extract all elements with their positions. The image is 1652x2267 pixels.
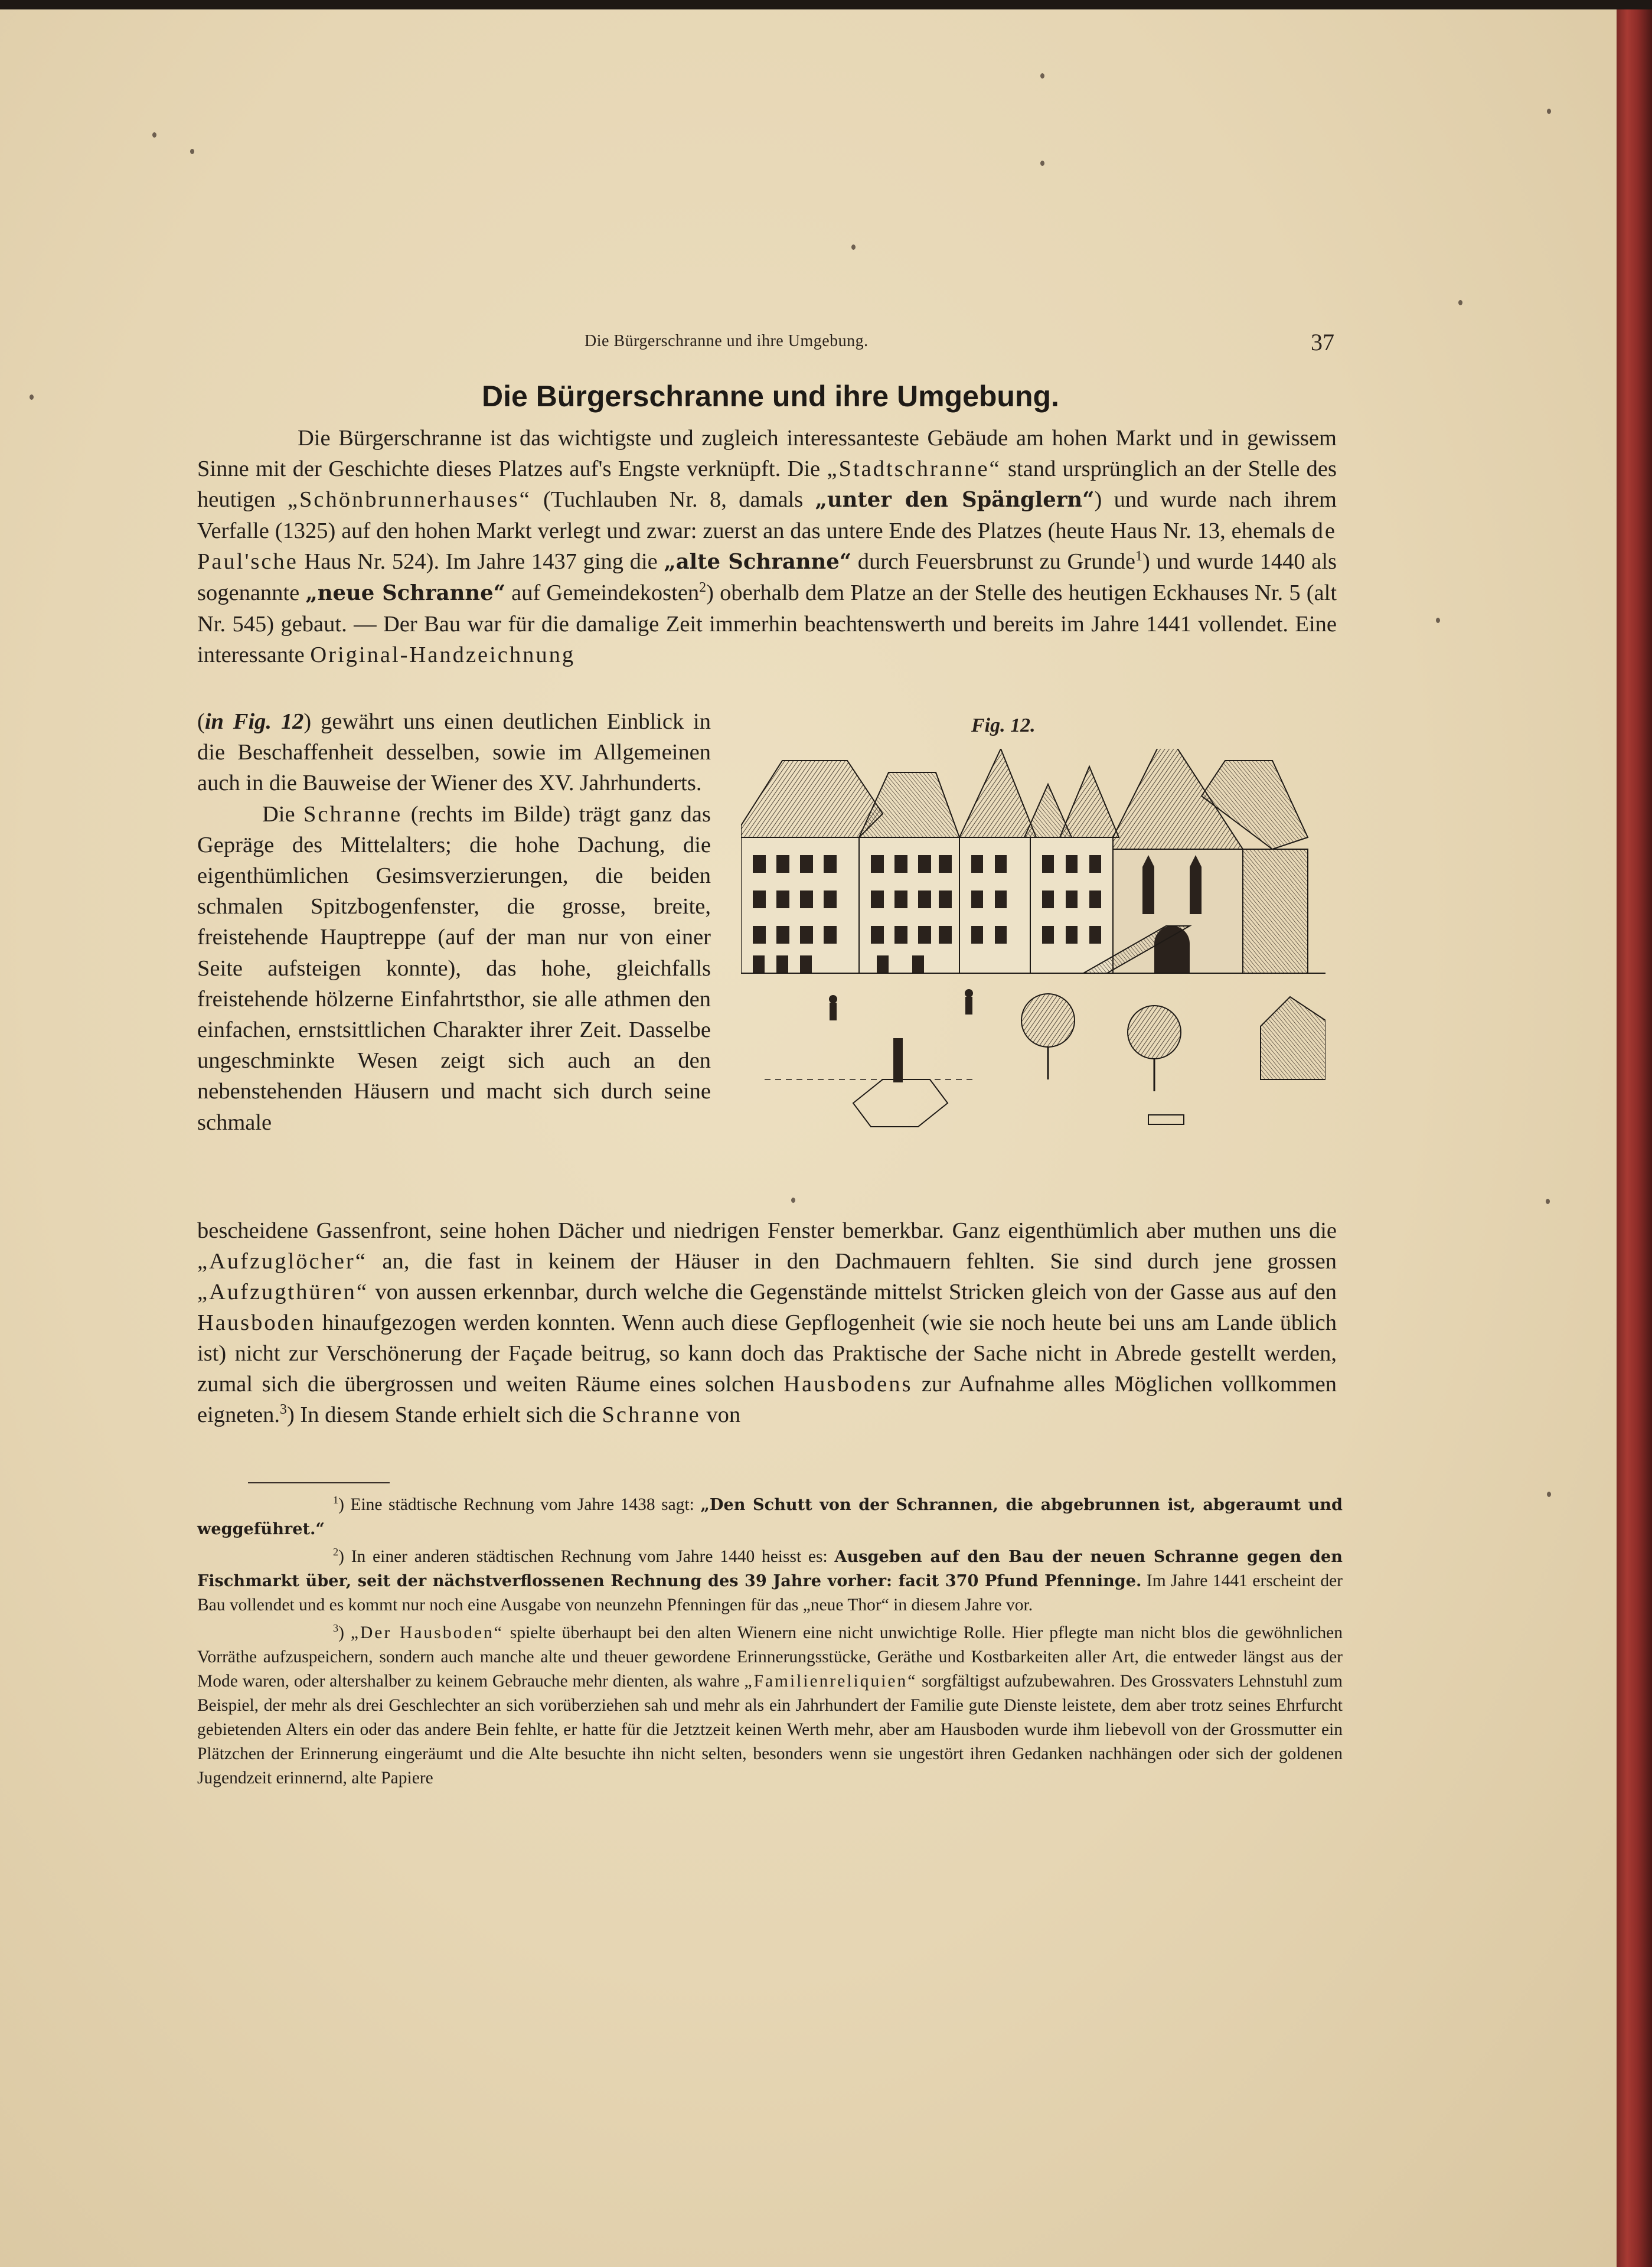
page-number: 37 — [1311, 329, 1334, 355]
paper-speck — [1547, 109, 1551, 114]
running-title: Die Bürgerschranne und ihre Umgebung. — [585, 332, 869, 350]
footnote-divider — [248, 1482, 390, 1483]
paper-speck — [30, 394, 34, 400]
paper-speck — [1546, 1199, 1550, 1204]
paper-speck — [190, 149, 194, 154]
paper-speck — [851, 244, 856, 250]
footnotes — [197, 1493, 1343, 1794]
paper-speck — [1040, 73, 1044, 79]
paper-speck — [1458, 300, 1462, 305]
paper-speck — [152, 132, 156, 138]
footnote-ref: 1 — [1135, 549, 1142, 565]
paper-speck — [1547, 1492, 1551, 1497]
paragraph-intro: Die Bürgerschranne ist das wichtigste und zugleich interessanteste Gebäude am hohen Markt und in gewissem Sinne mit der Geschichte dieses Platzes auf's Engste verknüpft. Die „Stadtschranne“ stand ursprünglich an der Stelle des heutigen „Schönbrunnerhauses“ (Tuchlauben Nr. 8, damals „unter den Spänglern“) und wurde nach ihrem Verfalle (1325) auf den hohen Markt verlegt und zwar: zuerst an das untere Ende des Platzes (heute Haus Nr. 13, ehemals de Paul'sche Haus Nr. 524). Im Jahre 1437 ging die „alte Schranne“ durch Feuersbrunst zu Grunde$^1$) und wurde 1440 als sogenannte „neue Schranne“ auf Gemeindekosten$^2$) oberhalb dem Platze an der Stelle des heutigen Eckhauses Nr. 5 (alt Nr. 545) gebaut. — Der Bau war für die damalige Zeit immerhin beachtenswerth und bereits im Jahre 1441 vollendet. Eine interessante Original-Handzeichnung — [197, 426, 1337, 667]
paper-speck — [1040, 161, 1044, 166]
footnote-3: $^3$) „Der Hausboden“ spielte überhaupt bei den alten Wienern eine nicht unwichtige Rolle. Hier pflegte man nicht blos die gewöhnlichen Vorräthe aufzuspeichern, sondern auch manche alte und theuer gewordene Erinnerungsstücke, Geräthe und Kostbarkeiten aller Art, die entweder längst aus der Mode waren, oder altershalber zu keinem Gebrauche mehr dienten, als wahre „Familienreliquien“ sorgfältigst aufzubewahren. Des Grossvaters Lehnstuhl zum Beispiel, der mehr als drei Geschlechter an sich vorüberziehen sah und mehr als ein Jahrhundert der Familie gute Dienste leistete, dem aber trotz seines Ehrfurcht gebietenden Alters ein oder das andere Bein fehlte, er hatte für die Jetztzeit keinen Werth mehr, aber am Hausboden wurde ihm liebevoll von der Grossmutter ein Plätzchen der Erinnerung eingeräumt und die Alte besuchte ihn nicht selten, besonders wenn sie ungestört ihren Gedanken nachhängen oder sich der goldenen Jugendzeit erinnernd, alte Papiere — [197, 1622, 1343, 1787]
left-column-text: (in Fig. 12) gewährt uns einen deutlichen Einblick in die Beschaffenheit desselben, sowie im Allgemeinen auch in die Bauweise der Wiener des XV. Jahrhunderts. Die Schranne (rechts im Bilde) trägt ganz das Gepräge des Mittelalters; die hohe Dachung, die eigenthümlichen Gesimsverzierungen, die beiden schmalen Spitzbogenfenster, die grosse, breite, freistehende Hauptreppe (auf der man nur von einer Seite aufsteigen konnte), das hohe, gleichfalls freistehende hölzerne Einfahrtsthor, sie alle athmen den einfachen, ernstsittlichen Charakter ihrer Zeit. Dasselbe ungeschminkte Wesen zeigt sich auch an den nebenstehenden Häusern und macht sich durch seine schmale — [197, 709, 711, 1135]
market-square-engraving — [741, 749, 1325, 1162]
figure-12 — [741, 715, 1325, 1163]
paper-speck — [1436, 618, 1440, 623]
footnote-2: $^2$) In einer anderen städtischen Rechnung vom Jahre 1440 heisst es: Ausgeben auf den Bau der neuen Schranne gegen den Fischmarkt über, seit der nächstverflossenen Rechnung des 39 Jahre vorher: facit 370 Pfund Pfenninge. Im Jahre 1441 erscheint der Bau vollendet und es kommt nur noch eine Ausgabe von neunzehn Pfenningen für das „neue Thor“ in diesem Jahre vor. — [197, 1546, 1343, 1614]
book-binding-edge — [1617, 9, 1652, 2267]
footnote-ref: 3 — [280, 1402, 287, 1418]
figure-caption: Fig. 12. — [971, 715, 1036, 736]
running-head — [207, 328, 1334, 364]
page-title: Die Bürgerschranne und ihre Umgebung. — [482, 380, 1059, 413]
paper-speck — [791, 1198, 795, 1203]
footnote-1: $^1$) Eine städtische Rechnung vom Jahre 1438 sagt: „Den Schutt von der Schrannen, die abgebrunnen ist, abgeraumt und weggeführet.“ — [197, 1494, 1343, 1538]
paragraph-continued: bescheidene Gassenfront, seine hohen Dächer und niedrigen Fenster bemerkbar. Ganz eigenthümlich aber muthen uns die „Aufzuglöcher“ an, die fast in keinem der Häuser in den Dachmauern fehlten. Sie sind durch jene grossen „Aufzugthüren“ von aussen erkennbar, durch welche die Gegenstände mittelst Stricken gleich von der Gasse aus auf den Hausboden hinaufgezogen werden konnten. Wenn auch diese Gepflogenheit (wie sie noch heute bei uns am Lande üblich ist) nicht zur Verschönerung der Façade beitrug, so kann doch das Praktische der Sache nicht in Abrede gestellt werden, zumal sich die übergrossen und weiten Räume eines solchen Hausbodens zur Aufnahme alles Möglichen vollkommen eigneten.$^3$) In diesem Stande erhielt sich die Schranne von — [197, 1218, 1337, 1427]
footnote-ref: 2 — [699, 580, 707, 596]
